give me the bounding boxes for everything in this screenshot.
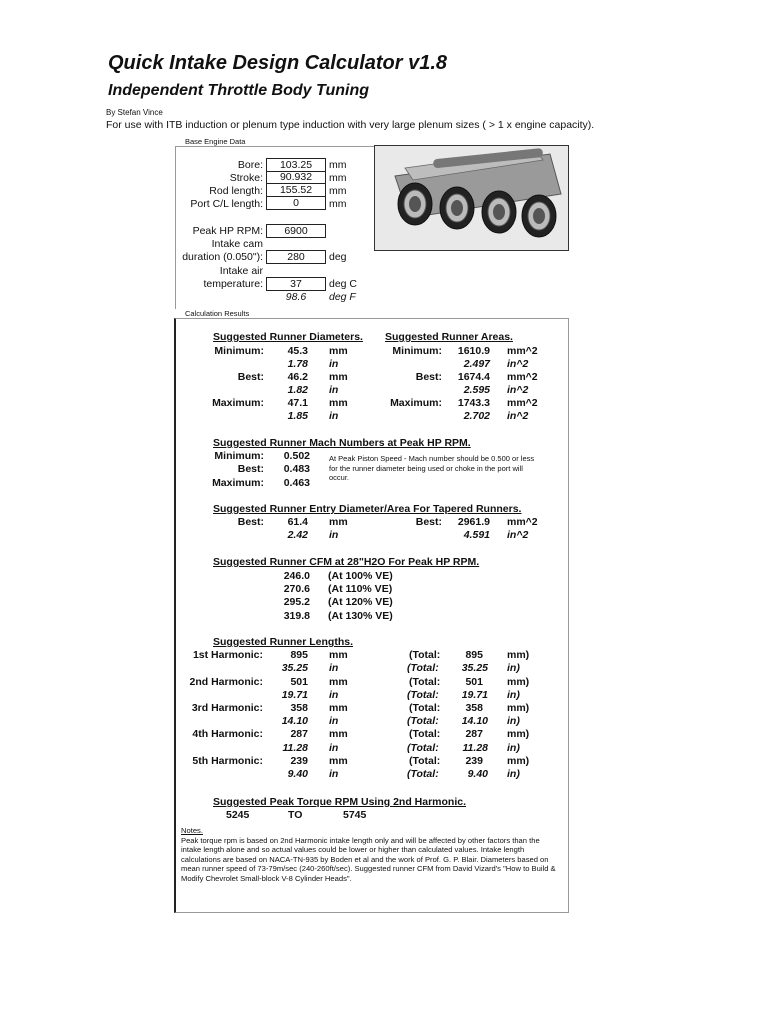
harmonic-total-label: (Total:	[409, 649, 441, 661]
areas-heading: Suggested Runner Areas.	[385, 331, 513, 343]
torque-heading: Suggested Peak Torque RPM Using 2nd Harmonic.	[213, 796, 467, 808]
diam-min-mm: 45.3	[287, 345, 308, 357]
mach-min-value: 0.502	[283, 450, 310, 462]
port-length-label: Port C/L length:	[190, 198, 263, 210]
peak-hp-rpm-input[interactable]: 6900	[266, 224, 326, 238]
area-best-mm-unit: mm^2	[507, 371, 538, 383]
bore-input[interactable]: 103.25	[266, 158, 326, 172]
torque-low: 5245	[226, 809, 250, 821]
cfm-ve: (At 120% VE)	[328, 596, 393, 608]
harmonic-mm: 239	[290, 755, 308, 767]
diam-best-in: 1.82	[287, 384, 308, 396]
harmonic-label: 5th Harmonic:	[192, 755, 263, 767]
harmonic-total-label: (Total:	[409, 676, 441, 688]
bore-unit: mm	[329, 159, 347, 171]
area-max-mm-unit: mm^2	[507, 397, 538, 409]
entry-diam-in: 2.42	[287, 529, 308, 541]
page-title: Quick Intake Design Calculator v1.8	[108, 52, 448, 74]
harmonic-total-mm: 895	[465, 649, 483, 661]
port-length-unit: mm	[329, 198, 347, 210]
diam-min-label: Minimum:	[214, 345, 264, 357]
torque-to: TO	[288, 809, 303, 821]
intake-air-label-2: temperature:	[203, 278, 263, 290]
port-length-input[interactable]: 0	[266, 197, 326, 210]
area-max-in: 2.702	[463, 410, 490, 422]
diameters-heading: Suggested Runner Diameters.	[213, 331, 363, 343]
entry-diam-mm: 61.4	[287, 516, 308, 528]
harmonic-total-mm: 501	[465, 676, 483, 688]
area-best-in: 2.595	[463, 384, 490, 396]
intake-air-unit: deg C	[329, 278, 358, 290]
diam-best-label: Best:	[237, 371, 264, 383]
entry-area-mm: 2961.9	[457, 516, 490, 528]
cfm-value: 319.8	[283, 610, 310, 622]
harmonic-total-mm: 287	[465, 728, 483, 740]
entry-diam-in-unit: in	[329, 529, 339, 541]
cfm-ve: (At 110% VE)	[328, 583, 393, 595]
intake-air-label-1: Intake air	[219, 265, 263, 277]
intake-manifold-image	[374, 145, 569, 251]
harmonic-total-label: (Total:	[407, 715, 439, 727]
harmonic-total-in: 9.40	[467, 768, 488, 780]
cfm-value: 295.2	[283, 596, 310, 608]
lengths-heading: Suggested Runner Lengths.	[213, 636, 354, 648]
area-max-mm: 1743.3	[457, 397, 490, 409]
notes-heading: Notes.	[181, 826, 203, 835]
harmonic-label: 4th Harmonic:	[192, 728, 263, 740]
diam-best-mm: 46.2	[287, 371, 308, 383]
area-min-in-unit: in^2	[507, 358, 529, 370]
harmonic-in-unit: in	[329, 742, 339, 754]
bore-label: Bore:	[237, 159, 263, 171]
harmonic-in-unit: in	[329, 768, 339, 780]
diam-max-in: 1.85	[287, 410, 308, 422]
harmonic-mm-unit: mm	[329, 649, 348, 661]
entry-area-in: 4.591	[463, 529, 490, 541]
harmonic-total-label: (Total:	[407, 742, 439, 754]
cfm-value: 246.0	[283, 570, 310, 582]
area-min-mm: 1610.9	[457, 345, 490, 357]
harmonic-mm-unit: mm	[329, 702, 348, 714]
area-min-mm-unit: mm^2	[507, 345, 538, 357]
author: By Stefan Vince	[106, 108, 163, 117]
diam-min-mm-unit: mm	[329, 345, 348, 357]
diam-min-in-unit: in	[329, 358, 339, 370]
harmonic-in: 14.10	[281, 715, 308, 727]
harmonic-mm-unit: mm	[329, 755, 348, 767]
cfm-value: 270.6	[283, 583, 310, 595]
stroke-unit: mm	[329, 172, 347, 184]
mach-heading: Suggested Runner Mach Numbers at Peak HP RPM.	[213, 437, 471, 449]
rod-length-unit: mm	[329, 185, 347, 197]
intake-air-input[interactable]: 37	[266, 277, 326, 291]
harmonic-total-mm-unit: mm)	[507, 728, 530, 740]
area-min-label: Minimum:	[392, 345, 442, 357]
mach-max-label: Maximum:	[212, 477, 264, 489]
mach-note: At Peak Piston Speed - Mach number should be 0.500 or less for the runner diameter being used or choke in the port will occur.	[329, 454, 535, 482]
diam-max-mm: 47.1	[287, 397, 308, 409]
intake-air-f-value: 98.6	[285, 291, 307, 303]
harmonic-total-in: 19.71	[461, 689, 488, 701]
harmonic-total-label: (Total:	[409, 728, 441, 740]
entry-heading: Suggested Runner Entry Diameter/Area For Tapered Runners.	[213, 503, 522, 515]
harmonic-total-label: (Total:	[407, 689, 439, 701]
mach-best-value: 0.483	[283, 463, 310, 475]
diam-min-in: 1.78	[287, 358, 308, 370]
harmonic-total-label: (Total:	[407, 662, 439, 674]
entry-area-best-label: Best:	[415, 516, 442, 528]
cfm-ve: (At 130% VE)	[328, 610, 393, 622]
harmonic-total-label: (Total:	[409, 702, 441, 714]
harmonic-mm: 358	[290, 702, 308, 714]
harmonic-in-unit: in	[329, 689, 339, 701]
harmonic-in: 35.25	[281, 662, 308, 674]
diam-best-mm-unit: mm	[329, 371, 348, 383]
description: For use with ITB induction or plenum type induction with very large plenum sizes ( > 1 x engine capacity).	[106, 119, 595, 131]
mach-max-value: 0.463	[283, 477, 310, 489]
harmonic-in: 19.71	[281, 689, 308, 701]
harmonic-mm: 501	[290, 676, 308, 688]
diam-best-in-unit: in	[329, 384, 339, 396]
harmonic-label: 2nd Harmonic:	[189, 676, 263, 688]
harmonic-total-in-unit: in)	[507, 662, 520, 674]
cfm-ve: (At 100% VE)	[328, 570, 393, 582]
harmonic-in-unit: in	[329, 662, 339, 674]
torque-high: 5745	[343, 809, 367, 821]
harmonic-total-mm-unit: mm)	[507, 676, 530, 688]
harmonic-total-label: (Total:	[409, 755, 441, 767]
harmonic-label: 1st Harmonic:	[192, 649, 263, 661]
area-max-label: Maximum:	[390, 397, 442, 409]
harmonic-in: 9.40	[287, 768, 308, 780]
harmonic-mm-unit: mm	[329, 676, 348, 688]
harmonic-total-label: (Total:	[407, 768, 439, 780]
base-engine-legend: Base Engine Data	[182, 137, 248, 146]
entry-area-mm-unit: mm^2	[507, 516, 538, 528]
intake-cam-label-2: duration (0.050"):	[182, 251, 263, 263]
intake-cam-unit: deg	[329, 251, 347, 263]
entry-area-in-unit: in^2	[507, 529, 529, 541]
harmonic-total-in-unit: in)	[507, 689, 520, 701]
page-subtitle: Independent Throttle Body Tuning	[108, 82, 370, 99]
peak-hp-rpm-label: Peak HP RPM:	[192, 225, 263, 237]
results-legend: Calculation Results	[182, 309, 252, 318]
cfm-heading: Suggested Runner CFM at 28"H2O For Peak HP RPM.	[213, 556, 480, 568]
harmonic-mm: 895	[290, 649, 308, 661]
stroke-input[interactable]: 90.932	[266, 171, 326, 184]
entry-diam-mm-unit: mm	[329, 516, 348, 528]
diam-max-in-unit: in	[329, 410, 339, 422]
diam-max-label: Maximum:	[212, 397, 264, 409]
intake-cam-input[interactable]: 280	[266, 250, 326, 264]
harmonic-total-in: 35.25	[461, 662, 488, 674]
notes-text: Peak torque rpm is based on 2nd Harmonic intake length only and will be affected by other factors than the intake length alone and so actual values could be lower or higher than calculated values. Intake length calculations are based on NACA-TN-935 by Boden et al and the work of Prof. G. P. Blair. Diameters based on mean runner speed of 73-79m/sec (240-260ft/sec). Suggested runner CFM from David Vizard's "How to Build & Modify Chevrolet Small-block V-8 Cylinder Heads".	[181, 836, 556, 883]
harmonic-total-mm: 239	[465, 755, 483, 767]
harmonic-total-in-unit: in)	[507, 715, 520, 727]
harmonic-total-in-unit: in)	[507, 742, 520, 754]
stroke-label: Stroke:	[229, 172, 263, 184]
harmonic-total-in: 14.10	[461, 715, 488, 727]
harmonic-total-mm-unit: mm)	[507, 755, 530, 767]
harmonic-label: 3rd Harmonic:	[191, 702, 263, 714]
mach-best-label: Best:	[237, 463, 264, 475]
entry-best-label: Best:	[237, 516, 264, 528]
rod-length-input[interactable]: 155.52	[266, 184, 326, 197]
harmonic-in: 11.28	[282, 742, 308, 754]
intake-cam-label-1: Intake cam	[211, 238, 263, 250]
harmonic-total-in-unit: in)	[507, 768, 520, 780]
area-max-in-unit: in^2	[507, 410, 529, 422]
harmonic-total-mm-unit: mm)	[507, 702, 530, 714]
harmonic-total-mm-unit: mm)	[507, 649, 530, 661]
harmonic-total-mm: 358	[465, 702, 483, 714]
rod-length-label: Rod length:	[209, 185, 263, 197]
harmonic-mm: 287	[290, 728, 308, 740]
area-min-in: 2.497	[463, 358, 490, 370]
harmonic-in-unit: in	[329, 715, 339, 727]
area-best-mm: 1674.4	[457, 371, 490, 383]
mach-min-label: Minimum:	[214, 450, 264, 462]
intake-air-f-unit: deg F	[329, 291, 356, 303]
diam-max-mm-unit: mm	[329, 397, 348, 409]
harmonic-total-in: 11.28	[462, 742, 488, 754]
area-best-in-unit: in^2	[507, 384, 529, 396]
area-best-label: Best:	[415, 371, 442, 383]
harmonic-mm-unit: mm	[329, 728, 348, 740]
